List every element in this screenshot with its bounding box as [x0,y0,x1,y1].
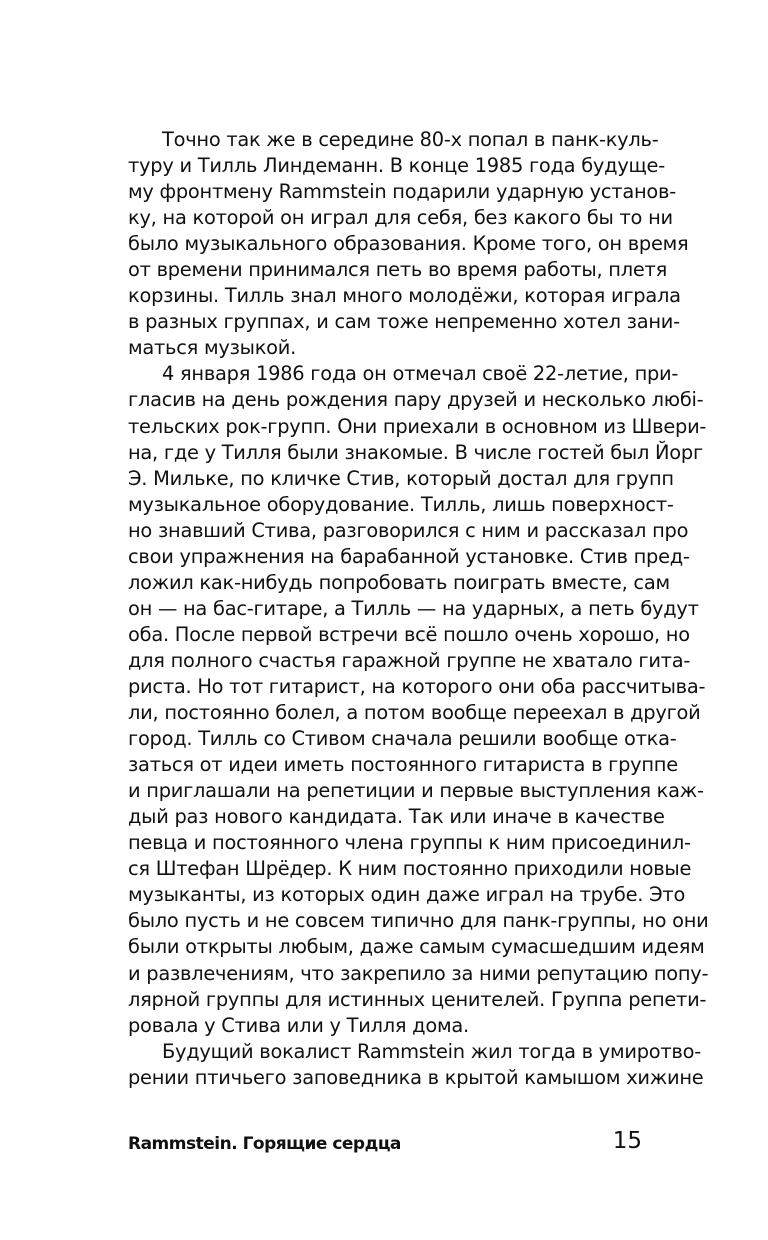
text-line: оба. После первой встречи всё пошло очень хорошо, но [128,622,690,646]
text-line: свои упражнения на барабанной установке. Стив пред- [128,544,690,568]
text-line: было музыкального образования. Кроме того, он время [128,232,689,256]
text-line: Э. Мильке, по кличке Стив, который достал для групп [128,466,674,490]
text-line: ся Штефан Шрёдер. К ним постоянно приходили новые [128,857,692,881]
text-line: певца и постоянного члена группы к ним присоединил- [128,831,691,855]
text-line: Точно так же в середине 80-х попал в панк-куль- [162,128,659,151]
running-title: Rammstein. Горящие сердца [128,1134,401,1154]
text-line: город. Тилль со Стивом сначала решили вообще отка- [128,727,677,751]
page-footer [128,1128,642,1158]
text-line: корзины. Тилль знал много молодёжи, которая играла [128,284,681,308]
text-line: рении птичьего заповедника в крытой камышом хижине [128,1065,704,1089]
text-line: но знавший Стива, разговорился с ним и рассказал про [128,518,689,542]
page-number: 15 [612,1128,642,1154]
text-line: от времени принимался петь во время работы, плетя [128,258,667,282]
text-line: туру и Тилль Линдеманн. В конце 1985 года будуще- [128,154,665,178]
text-line: музыканты, из которых один даже играл на трубе. Это [128,883,686,907]
text-line: ли, постоянно болел, а потом вообще переехал в другой [128,701,701,725]
text-line: были открыты любым, даже самым сумасшедшим идеям [128,935,705,959]
text-line: и развлечениям, что закрепило за ними репутацию попу- [128,961,709,985]
text-line: в разных группах, и сам тоже непременно хотел зани- [128,310,680,334]
text-line: он — на бас-гитаре, а Тилль — на ударных, а петь будут [128,596,699,620]
text-line: му фронтмену Rammstein подарили ударную установ- [128,180,676,204]
text-line: тельских рок-групп. Они приехали в основном из Швери- [128,414,707,438]
text-line: музыкальное оборудование. Тилль, лишь поверхност- [128,492,674,516]
text-line: дый раз нового кандидата. Так или иначе в качестве [128,805,665,829]
text-line: Будущий вокалист Rammstein жил тогда в умиротво- [162,1039,701,1063]
text-line: ку, на которой он играл для себя, без какого бы то ни [128,206,673,230]
text-line: на, где у Тилля были знакомые. В числе гостей был Йорг [128,440,703,464]
text-line: было пусть и не совсем типично для панк-группы, но они [128,909,709,933]
text-line: риста. Но тот гитарист, на которого они оба рассчитыва- [128,674,706,698]
text-line: заться от идеи иметь постоянного гитариста в группе [128,753,678,777]
text-line: гласив на день рождения пару друзей и несколько любі- [128,388,704,412]
text-line: ложил как-нибудь попробовать поиграть вместе, сам [128,570,670,594]
text-line: 4 января 1986 года он отмечал своё 22-летие, при- [162,362,679,386]
page-body-text [128,127,709,1091]
text-line: ровала у Стива или у Тилля дома. [128,1013,469,1037]
text-line: для полного счастья гаражной группе не хватало гита- [128,648,691,672]
text-line: маться музыкой. [128,336,297,360]
text-line: и приглашали на репетиции и первые выступления каж- [128,779,704,803]
text-line: лярной группы для истинных ценителей. Группа репети- [128,987,707,1011]
